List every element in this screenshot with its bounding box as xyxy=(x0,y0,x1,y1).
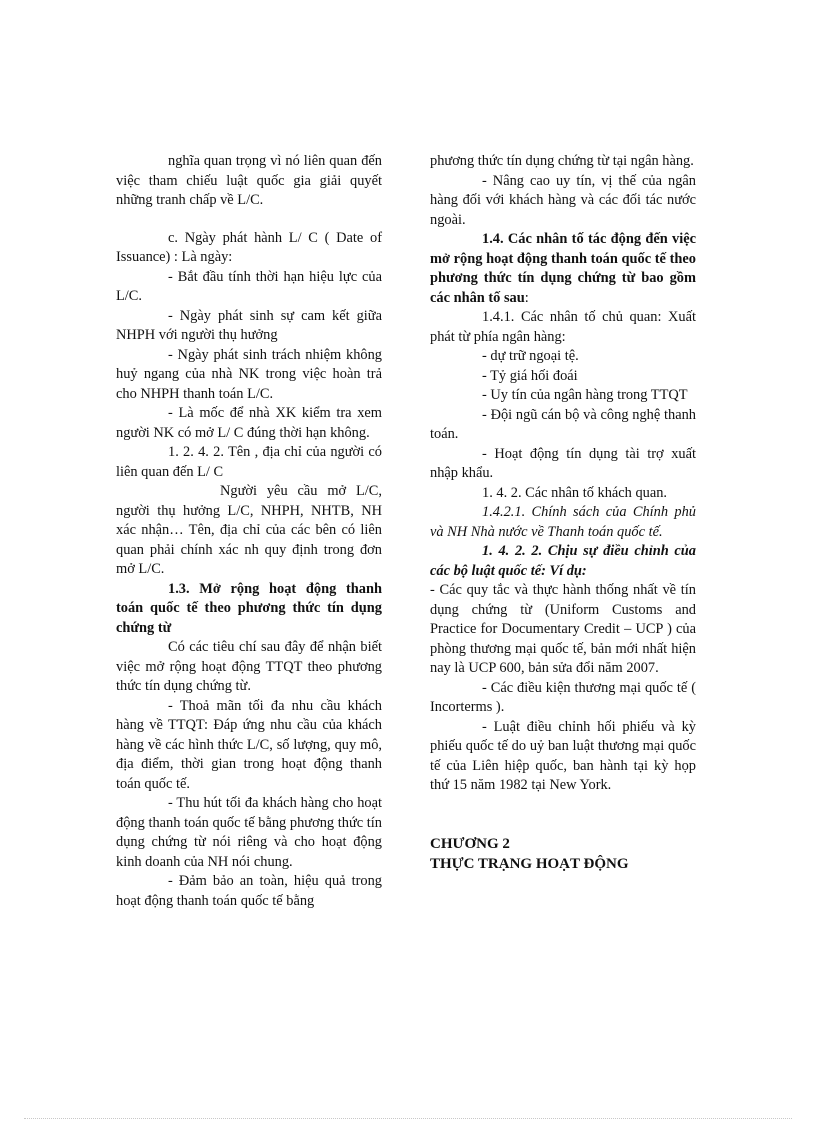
subsection-heading: 1. 4. 2. 2. Chịu sự điều chỉnh của các bộ luật quốc tế: Ví dụ: xyxy=(430,543,696,579)
section-heading-1-3: 1.3. Mở rộng hoạt động thanh toán quốc tế theo phương thức tín dụng chứng từ xyxy=(116,580,382,636)
paragraph: Người yêu cầu mở L/C, người thụ hưởng L/C, NHPH, NHTB, NH xác nhận… Tên, địa chỉ của các bên có liên quan phải chính xác nh quy định trong đơn mở L/C. xyxy=(116,483,382,577)
paragraph: - Ngày phát sinh sự cam kết giữa NHPH với người thụ hưởng xyxy=(116,307,382,343)
page-bottom-divider xyxy=(24,1118,792,1119)
paragraph: 1. 4. 2. Các nhân tố khách quan. xyxy=(482,484,668,501)
section-heading-1-4-text: 1.4. Các nhân tố tác động đến việc mở rộng hoạt động thanh toán quốc tế theo phương thức tín dụng chứng từ bao gồm các nhân tố sau xyxy=(430,231,696,306)
paragraph: - Các điều kiện thương mại quốc tế ( Incorterms ). xyxy=(430,679,696,715)
paragraph: - Là mốc để nhà XK kiểm tra xem người NK có mở L/ C đúng thời hạn không. xyxy=(116,405,382,441)
left-column xyxy=(116,152,382,911)
paragraph: - Các quy tắc và thực hành thống nhất về tín dụng chứng từ (Uniform Customs and Practice for Documentary Credit – UCP ) của phòng thương mại quốc tế, bản mới nhất hiện nay là UCP 600, bản sửa đổi năm 2007. xyxy=(430,582,696,676)
paragraph: - Nâng cao uy tín, vị thế của ngân hàng đối với khách hàng và các đối tác nước ngoài. xyxy=(430,172,696,228)
list-item: - Tỷ giá hối đoái xyxy=(482,367,578,384)
section-heading-1-4 xyxy=(430,230,696,308)
list-item: - Hoạt động tín dụng tài trợ xuất nhập khẩu. xyxy=(430,445,696,481)
chapter-title: THỰC TRẠNG HOẠT ĐỘNG xyxy=(430,855,629,872)
list-item: - dự trữ ngoại tệ. xyxy=(482,348,579,364)
paragraph: - Đảm bảo an toàn, hiệu quả trong hoạt động thanh toán quốc tế bằng xyxy=(116,873,382,909)
paragraph: - Luật điều chỉnh hối phiếu và kỳ phiếu quốc tế do uỷ ban luật thương mại quốc tế của Liên hiệp quốc, ban hành tại kỳ họp thứ 15 năm 1982 tại New York. xyxy=(430,718,696,793)
paragraph: - Ngày phát sinh trách nhiệm không huỷ ngang của nhà NK trong việc hoàn trả cho NHPH thanh toán L/C. xyxy=(116,346,382,402)
paragraph: - Thoả mãn tối đa nhu cầu khách hàng về TTQT: Đáp ứng nhu cầu của khách hàng về các hình thức L/C, số lượng, quy mô, địa điểm, thời gian trong hoạt động thanh toán quốc tế. xyxy=(116,697,382,792)
paragraph: - Thu hút tối đa khách hàng cho hoạt động thanh toán quốc tế bằng phương thức tín dụng chứng từ nói riêng và cho hoạt động kinh doanh của NH nói chung. xyxy=(116,795,382,870)
subsection-heading: 1.4.2.1. Chính sách của Chính phủ và NH Nhà nước về Thanh toán quốc tế. xyxy=(430,504,696,540)
paragraph: 1.4.1. Các nhân tố chủ quan: Xuất phát từ phía ngân hàng: xyxy=(430,309,696,345)
list-item: - Đội ngũ cán bộ và công nghệ thanh toán. xyxy=(430,406,696,442)
paragraph: - Bắt đầu tính thời hạn hiệu lực của L/C. xyxy=(116,268,382,304)
paragraph: nghĩa quan trọng vì nó liên quan đến việc tham chiếu luật quốc gia giải quyết những tranh chấp về L/C. xyxy=(116,153,382,208)
list-item: - Uy tín của ngân hàng trong TTQT xyxy=(482,387,688,403)
paragraph: Có các tiêu chí sau đây để nhận biết việc mở rộng hoạt động TTQT theo phương thức tín dụng chứng từ. xyxy=(116,639,382,694)
section-heading-1-4-colon: : xyxy=(524,289,529,306)
right-column xyxy=(430,152,696,874)
paragraph: c. Ngày phát hành L/ C ( Date of Issuance) : Là ngày: xyxy=(116,229,382,265)
chapter-number: CHƯƠNG 2 xyxy=(430,835,510,852)
paragraph: phương thức tín dụng chứng từ tại ngân hàng. xyxy=(430,153,694,169)
paragraph: 1. 2. 4. 2. Tên , địa chỉ của người có liên quan đến L/ C xyxy=(116,444,382,480)
